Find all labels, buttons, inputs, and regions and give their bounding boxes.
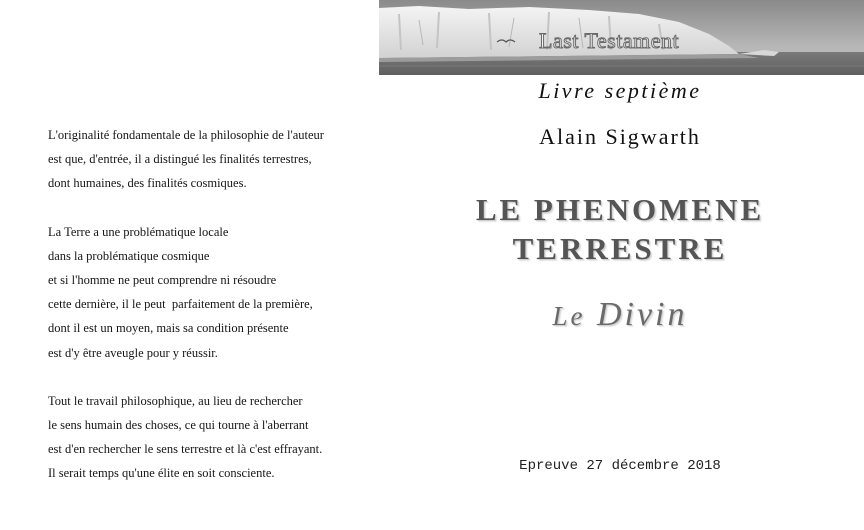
text-line: L'originalité fondamentale de la philosophie de l'auteur — [48, 128, 324, 142]
back-cover-text — [48, 123, 378, 510]
author-name: Alain Sigwarth — [539, 124, 701, 149]
paragraph — [48, 220, 378, 365]
paragraph — [48, 123, 378, 196]
text-line: dont humaines, des finalités cosmiques. — [48, 176, 247, 191]
text-line: cette dernière, il le peut parfaitement de la première, — [48, 297, 313, 312]
subtitle-word: Divin — [596, 296, 688, 333]
book-number: Livre septième — [538, 78, 702, 103]
text-line: est d'en rechercher le sens terrestre et là c'est effrayant. — [48, 442, 323, 457]
subtitle-article: Le — [552, 301, 586, 331]
edition-date: Epreuve 27 décembre 2018 — [519, 458, 721, 474]
banner-image — [379, 0, 864, 75]
text-line: le sens humain des choses, ce qui tourne à l'aberrant — [48, 418, 309, 433]
title-line: LE PHENOMENE — [475, 192, 765, 227]
text-line: La Terre a une problématique locale — [48, 224, 229, 239]
text-line: et si l'homme ne peut comprendre ni résoudre — [48, 273, 277, 288]
text-line: est que, d'entrée, il a distingué les finalités terrestres, — [48, 152, 312, 167]
text-line: est d'y être aveugle pour y réussir. — [48, 345, 218, 360]
text-line: Il serait temps qu'une élite en soit consciente. — [48, 466, 275, 481]
text-line: dans la problématique cosmique — [48, 248, 210, 263]
book-subtitle — [440, 296, 800, 334]
paragraph — [48, 389, 378, 486]
banner-text: Last Testament — [539, 28, 680, 53]
title-line: TERRESTRE — [512, 231, 728, 266]
text-line: Tout le travail philosophique, au lieu de rechercher — [48, 393, 303, 408]
book-title — [440, 190, 800, 268]
text-line: dont il est un moyen, mais sa condition présente — [48, 321, 289, 336]
